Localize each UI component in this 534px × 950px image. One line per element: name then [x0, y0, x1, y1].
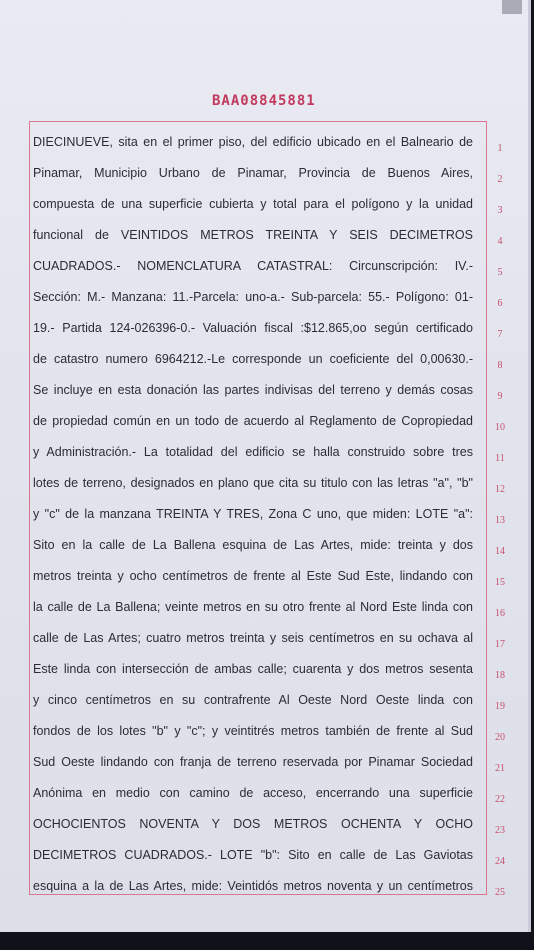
- deed-line: DECIMETROS CUADRADOS.- LOTE "b": Sito en calle de Las Gaviotas: [33, 848, 473, 862]
- line-number: 1: [497, 143, 503, 154]
- deed-line: compuesta de una superficie cubierta y total para el polígono y la unidad: [33, 197, 473, 211]
- serial-number: BAA08845881: [212, 93, 316, 109]
- line-number: 2: [497, 174, 503, 185]
- line-number: 16: [495, 608, 505, 619]
- deed-line: y "c" de la manzana TREINTA Y TRES, Zona C uno, que miden: LOTE "a":: [33, 507, 473, 521]
- deed-line: y Administración.- La totalidad del edificio se halla construido sobre tres: [33, 445, 473, 459]
- deed-line: 19.- Partida 124-026396-0.- Valuación fiscal :$12.865,oo según certificado: [33, 321, 473, 335]
- deed-line: esquina a la de Las Artes, mide: Veintidós metros noventa y un centímetros: [33, 879, 473, 893]
- line-number: 6: [497, 298, 503, 309]
- line-number: 12: [495, 484, 505, 495]
- deed-line: OCHOCIENTOS NOVENTA Y DOS METROS OCHENTA Y OCHO: [33, 817, 473, 831]
- line-number: 20: [495, 732, 505, 743]
- deed-line: fondos de los lotes "b" y "c"; y veintitrés metros también de frente al Sud: [33, 724, 473, 738]
- deed-line: calle de Las Artes; cuatro metros treinta y seis centímetros en su ochava al: [33, 631, 473, 645]
- deed-line: Sud Oeste lindando con franja de terreno reservada por Pinamar Sociedad: [33, 755, 473, 769]
- deed-line: CUADRADOS.- NOMENCLATURA CATASTRAL: Circunscripción: IV.-: [33, 259, 473, 273]
- deed-line: lotes de terreno, designados en plano que cita su titulo con las letras "a", "b": [33, 476, 473, 490]
- line-number: 14: [495, 546, 505, 557]
- line-number: 8: [497, 360, 503, 371]
- deed-line: Sito en la calle de La Ballena esquina de Las Artes, mide: treinta y dos: [33, 538, 473, 552]
- line-number: 21: [495, 763, 505, 774]
- deed-line: de propiedad común en un todo de acuerdo al Reglamento de Copropiedad: [33, 414, 473, 428]
- line-number: 7: [497, 329, 503, 340]
- line-number: 9: [497, 391, 503, 402]
- line-number: 22: [495, 794, 505, 805]
- line-number: 4: [497, 236, 503, 247]
- line-number: 25: [495, 887, 505, 898]
- deed-line: Este linda con intersección de ambas calle; cuarenta y dos metros sesenta: [33, 662, 473, 676]
- deed-line: Anónima en medio con camino de acceso, encerrando una superficie: [33, 786, 473, 800]
- line-number: 3: [497, 205, 503, 216]
- line-number: 10: [495, 422, 505, 433]
- line-number: 24: [495, 856, 505, 867]
- deed-line: DIECINUEVE, sita en el primer piso, del edificio ubicado en el Balneario de: [33, 135, 473, 149]
- line-number: 11: [495, 453, 505, 464]
- line-number: 13: [495, 515, 505, 526]
- page-corner: [502, 0, 522, 14]
- line-number: 5: [497, 267, 503, 278]
- deed-line: de catastro numero 6964212.-Le corresponde un coeficiente del 0,00630.-: [33, 352, 473, 366]
- deed-line: la calle de La Ballena; veinte metros en su otro frente al Nord Este linda con: [33, 600, 473, 614]
- line-number: 17: [495, 639, 505, 650]
- line-number: 15: [495, 577, 505, 588]
- deed-line: metros treinta y ocho centímetros de frente al Este Sud Este, lindando con: [33, 569, 473, 583]
- deed-line: y cinco centímetros en su contrafrente Al Oeste Nord Oeste linda con: [33, 693, 473, 707]
- line-number: 23: [495, 825, 505, 836]
- line-number: 19: [495, 701, 505, 712]
- deed-line: Sección: M.- Manzana: 11.-Parcela: uno-a.- Sub-parcela: 55.- Polígono: 01-: [33, 290, 473, 304]
- deed-line: Se incluye en esta donación las partes indivisas del terreno y demás cosas: [33, 383, 473, 397]
- deed-line: Pinamar, Municipio Urbano de Pinamar, Provincia de Buenos Aires,: [33, 166, 473, 180]
- line-number: 18: [495, 670, 505, 681]
- background-edge: [0, 932, 534, 950]
- deed-line: funcional de VEINTIDOS METROS TREINTA Y SEIS DECIMETROS: [33, 228, 473, 242]
